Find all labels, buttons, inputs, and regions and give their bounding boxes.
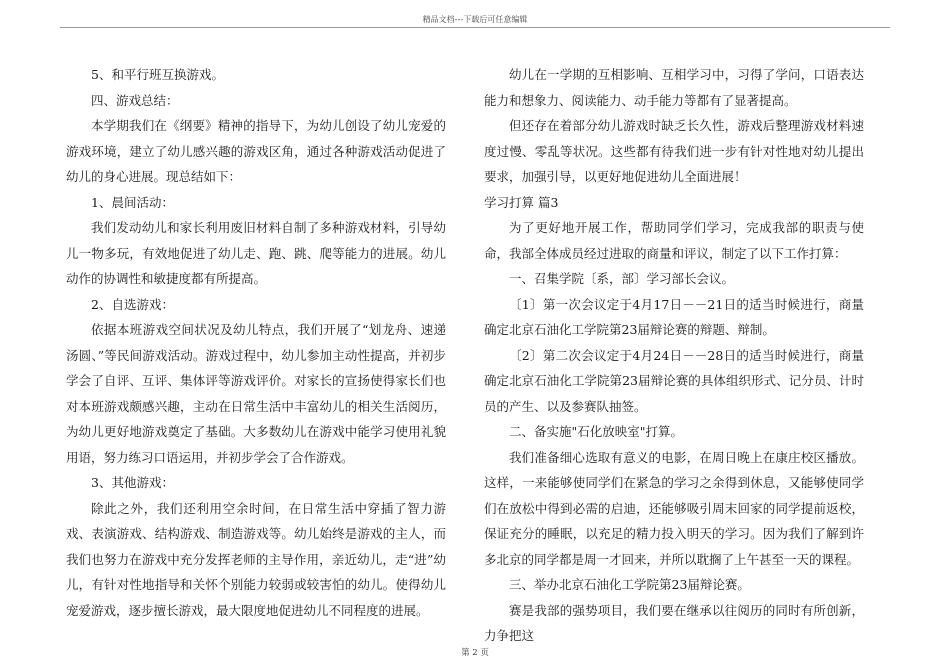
subsection-heading: 1、晨间活动：	[91, 194, 174, 210]
list-item: 〔1〕第一次会议定于4月17日－－21日的适当时候进行，商量确定北京石油化工学院第23届辩论赛的辩题、辩制。	[484, 296, 864, 337]
section-heading: 三、举办北京石油化工学院第23届辩论赛。	[509, 577, 750, 592]
paragraph: 幼儿在一学期的互相影响、互相学习中，习得了学问，口语表达能力和想象力、阅读能力、动手能力等都有了显著提高。	[484, 67, 864, 108]
list-item: 〔2〕第二次会议定于4月24日－－28日的适当时候进行，商量确定北京石油化工学院第23届辩论赛的具体组织形式、记分员、计时员的产生、以及参赛队抽签。	[484, 347, 864, 414]
subsection-heading: 2、自选游戏：	[91, 296, 174, 312]
paragraph: 但还存在着部分幼儿游戏时缺乏长久性，游戏后整理游戏材料速度过慢、零乱等状况。这些都有待我们进一步有针对性地对幼儿提出要求，加强引导，以更好地促进幼儿全面进展！	[484, 118, 864, 184]
section-heading: 一、召集学院〔系，部〕学习部长会议。	[509, 271, 735, 286]
paragraph: 我们发动幼儿和家长利用废旧材料自制了多种游戏材料，引导幼儿一物多玩，有效地促进了幼儿走、跑、跳、爬等能力的进展。幼儿动作的协调性和敏捷度都有所提高。	[66, 220, 446, 286]
paragraph: 赛是我部的强势项目，我们要在继承以往阅历的同时有所创新，力争把这	[484, 602, 864, 643]
section-heading: 四、游戏总结：	[91, 92, 179, 108]
right-column	[484, 62, 864, 649]
paragraph: 我们准备细心选取有意义的电影，在周日晚上在康庄校区播放。这样，一来能够使同学们在紧急的学习之余得到休息，又能够使同学们在放松中得到必需的启迪，还能够吸引周末回家的同学提前返校，保证充分的睡眠，以充足的精力投入明天的学习。因为我们了解到许多北京的同学都是周一才回来，并所以耽搁了上午甚至一天的课程。	[484, 449, 864, 567]
section-heading: 二、备实施"石化放映室"打算。	[509, 424, 683, 439]
paragraph: 本学期我们在《纲要》精神的指导下，为幼儿创设了幼儿宠爱的游戏环境，建立了幼儿感兴趣的游戏区角，通过各种游戏活动促进了幼儿的身心进展。现总结如下：	[66, 118, 446, 184]
subsection-heading: 3、其他游戏：	[91, 475, 174, 490]
page-number: 第 2 页	[461, 648, 489, 658]
page-header: 精品文档---下载后可任意编辑	[422, 15, 528, 24]
paragraph: 除此之外，我们还利用空余时间，在日常生活中穿插了智力游戏、表演游戏、结构游戏、制造游戏等。幼儿始终是游戏的主人，而我们也努力在游戏中充分发挥老师的主导作用，亲近幼儿，走“进”幼儿，有针对性地指导和关怀个别能力较弱或较害怕的幼儿。使得幼儿宠爱游戏，逐步擅长游戏，最大限度地促进幼儿不同程度的进展。	[66, 500, 446, 618]
paragraph: 依据本班游戏空间状况及幼儿特点，我们开展了“划龙舟、速递汤圆、”等民间游戏活动。游戏过程中，幼儿参加主动性提高，并初步学会了自评、互评、集体评等游戏评价。对家长的宣扬使得家长们也对本班游戏颇感兴趣，主动在日常生活中丰富幼儿的相关生活阅历，为幼儿更好地游戏奠定了基础。大多数幼儿在游戏中能学习使用礼貌用语，努力练习口语运用，并初步学会了合作游戏。	[66, 322, 446, 465]
left-column	[66, 62, 446, 623]
paragraph: 5、和平行班互换游戏。	[91, 67, 224, 82]
article-title: 学习打算 篇3	[484, 194, 559, 210]
paragraph: 为了更好地开展工作，帮助同学们学习，完成我部的职责与使命，我部全体成员经过进取的商量和评议，制定了以下工作打算：	[484, 220, 864, 261]
header-rule	[60, 27, 890, 28]
